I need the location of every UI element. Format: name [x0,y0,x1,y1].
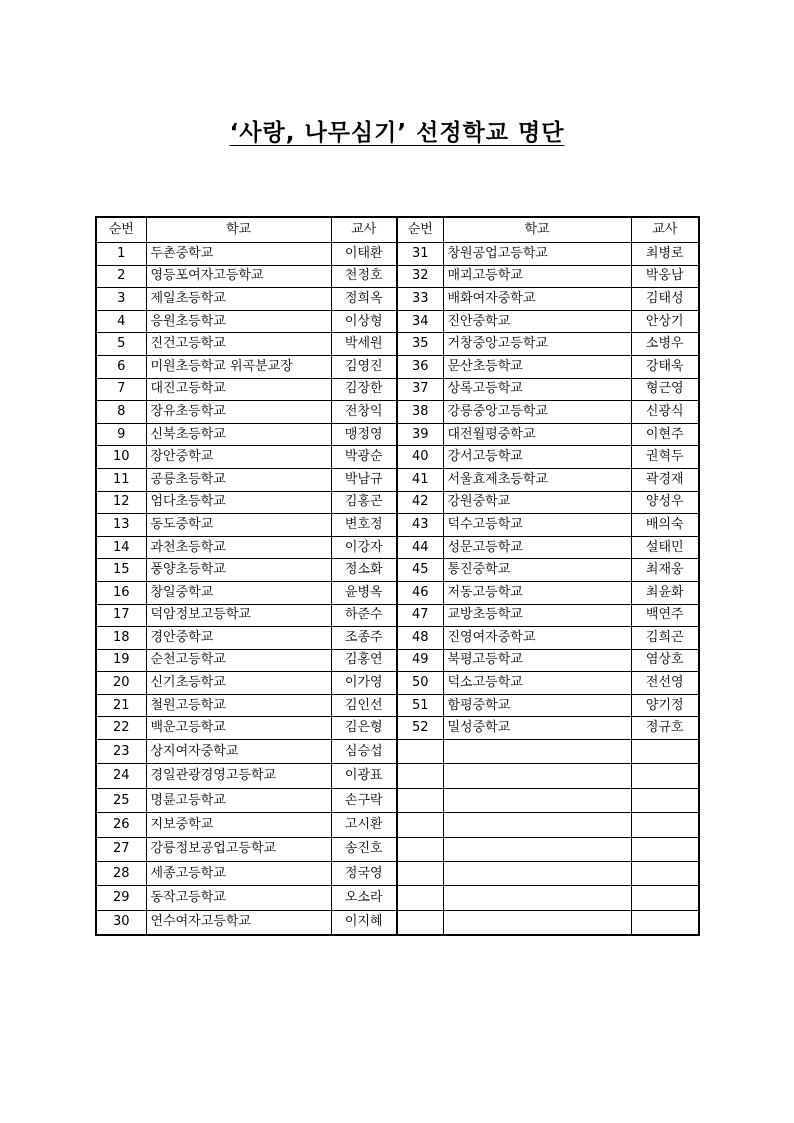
number-cell: 15 [96,559,146,582]
school-cell: 신기초등학교 [146,672,331,695]
number-cell: 7 [96,378,146,401]
number-cell [397,862,443,886]
school-cell: 진건고등학교 [146,333,331,356]
school-cell [443,837,631,861]
school-cell: 문산초등학교 [443,355,631,378]
school-cell: 세종고등학교 [146,862,331,886]
number-cell: 20 [96,672,146,695]
number-cell: 14 [96,536,146,559]
teacher-cell: 최윤화 [631,581,699,604]
number-cell: 24 [96,764,146,788]
school-cell: 경일관광경영고등학교 [146,764,331,788]
school-cell: 장안중학교 [146,446,331,469]
header-number-right: 순번 [397,217,443,243]
number-cell: 30 [96,910,146,935]
school-roster-table [95,216,700,936]
number-cell: 25 [96,788,146,812]
teacher-cell: 정규호 [631,717,699,740]
table-row [96,288,699,311]
school-cell: 응원초등학교 [146,310,331,333]
teacher-cell: 최병로 [631,243,699,266]
number-cell: 18 [96,627,146,650]
teacher-cell: 정국영 [331,862,397,886]
teacher-cell: 정희옥 [331,288,397,311]
school-cell: 풍양초등학교 [146,559,331,582]
teacher-cell: 김인선 [331,694,397,717]
school-cell: 과천초등학교 [146,536,331,559]
school-cell: 명륜고등학교 [146,788,331,812]
table-header-row [96,217,699,243]
school-cell [443,910,631,935]
school-cell: 강서고등학교 [443,446,631,469]
school-cell: 신북초등학교 [146,423,331,446]
teacher-cell: 고시환 [331,813,397,837]
teacher-cell: 강태욱 [631,355,699,378]
school-cell: 지보중학교 [146,813,331,837]
teacher-cell: 손구락 [331,788,397,812]
table-row [96,837,699,861]
school-cell: 서울효제초등학교 [443,468,631,491]
number-cell: 29 [96,886,146,910]
teacher-cell: 전선영 [631,672,699,695]
teacher-cell: 김장한 [331,378,397,401]
teacher-cell: 이현주 [631,423,699,446]
teacher-cell: 천정호 [331,265,397,288]
table-row [96,446,699,469]
teacher-cell [631,837,699,861]
header-school-right: 학교 [443,217,631,243]
number-cell: 11 [96,468,146,491]
school-cell: 미원초등학교 위곡분교장 [146,355,331,378]
number-cell: 26 [96,813,146,837]
teacher-cell: 양기정 [631,694,699,717]
table-row [96,401,699,424]
number-cell: 35 [397,333,443,356]
table-row [96,536,699,559]
teacher-cell [631,764,699,788]
school-cell [443,740,631,764]
number-cell: 34 [397,310,443,333]
teacher-cell: 김홍연 [331,649,397,672]
document-title [0,114,794,147]
header-number-left: 순번 [96,217,146,243]
school-cell: 철원고등학교 [146,694,331,717]
number-cell: 41 [397,468,443,491]
number-cell: 33 [397,288,443,311]
teacher-cell: 신광식 [631,401,699,424]
header-teacher-left: 교사 [331,217,397,243]
number-cell: 19 [96,649,146,672]
teacher-cell: 최재웅 [631,559,699,582]
table-row [96,423,699,446]
table-row [96,265,699,288]
teacher-cell: 설태민 [631,536,699,559]
number-cell: 32 [397,265,443,288]
teacher-cell [631,862,699,886]
table-row [96,243,699,266]
number-cell: 3 [96,288,146,311]
teacher-cell: 이광표 [331,764,397,788]
teacher-cell: 정소화 [331,559,397,582]
number-cell [397,910,443,935]
number-cell [397,788,443,812]
school-cell: 덕수고등학교 [443,514,631,537]
teacher-cell: 하준수 [331,604,397,627]
table-row [96,333,699,356]
table-row [96,468,699,491]
school-cell: 상록고등학교 [443,378,631,401]
number-cell [397,813,443,837]
school-cell: 매괴고등학교 [443,265,631,288]
table-row [96,886,699,910]
school-cell: 백운고등학교 [146,717,331,740]
number-cell: 48 [397,627,443,650]
number-cell: 31 [397,243,443,266]
school-cell: 덕소고등학교 [443,672,631,695]
table-body [96,243,699,936]
school-cell: 영등포여자고등학교 [146,265,331,288]
teacher-cell: 양성우 [631,491,699,514]
school-cell [443,788,631,812]
teacher-cell [631,788,699,812]
teacher-cell: 오소라 [331,886,397,910]
teacher-cell: 이가영 [331,672,397,695]
teacher-cell [631,910,699,935]
number-cell: 9 [96,423,146,446]
school-cell [443,886,631,910]
teacher-cell: 곽경재 [631,468,699,491]
number-cell: 1 [96,243,146,266]
teacher-cell: 김홍곤 [331,491,397,514]
teacher-cell: 조종주 [331,627,397,650]
teacher-cell: 송진호 [331,837,397,861]
number-cell: 8 [96,401,146,424]
number-cell: 39 [397,423,443,446]
school-cell: 밀성중학교 [443,717,631,740]
table-row [96,310,699,333]
number-cell: 47 [397,604,443,627]
school-cell: 대진고등학교 [146,378,331,401]
table-row [96,788,699,812]
table-row [96,491,699,514]
teacher-cell: 배의숙 [631,514,699,537]
school-cell [443,813,631,837]
teacher-cell: 권혁두 [631,446,699,469]
number-cell: 38 [397,401,443,424]
table-row [96,604,699,627]
table-row [96,559,699,582]
number-cell: 2 [96,265,146,288]
school-cell: 경안중학교 [146,627,331,650]
number-cell: 52 [397,717,443,740]
school-cell: 함평중학교 [443,694,631,717]
number-cell: 45 [397,559,443,582]
header-school-left: 학교 [146,217,331,243]
number-cell: 28 [96,862,146,886]
school-cell: 연수여자고등학교 [146,910,331,935]
number-cell: 12 [96,491,146,514]
teacher-cell: 윤병옥 [331,581,397,604]
teacher-cell: 김희곤 [631,627,699,650]
teacher-cell: 심승섭 [331,740,397,764]
table-row [96,694,699,717]
table-row [96,378,699,401]
teacher-cell: 박세원 [331,333,397,356]
school-cell [443,862,631,886]
school-cell: 통진중학교 [443,559,631,582]
document-title-text: ‘사랑, 나무심기’ 선정학교 명단 [229,120,565,146]
table-row [96,649,699,672]
teacher-cell: 백연주 [631,604,699,627]
number-cell [397,837,443,861]
school-cell: 배화여자중학교 [443,288,631,311]
teacher-cell: 이상형 [331,310,397,333]
number-cell [397,740,443,764]
number-cell: 5 [96,333,146,356]
header-teacher-right: 교사 [631,217,699,243]
school-cell [443,764,631,788]
number-cell: 43 [397,514,443,537]
table-row [96,627,699,650]
table-row [96,514,699,537]
teacher-cell [631,886,699,910]
number-cell: 21 [96,694,146,717]
table-row [96,355,699,378]
number-cell: 10 [96,446,146,469]
number-cell [397,764,443,788]
number-cell: 13 [96,514,146,537]
school-cell: 장유초등학교 [146,401,331,424]
school-cell: 북평고등학교 [443,649,631,672]
table-row [96,910,699,935]
teacher-cell: 이강자 [331,536,397,559]
school-cell: 성문고등학교 [443,536,631,559]
teacher-cell: 소병우 [631,333,699,356]
school-cell: 상지여자중학교 [146,740,331,764]
number-cell: 16 [96,581,146,604]
number-cell: 37 [397,378,443,401]
number-cell: 22 [96,717,146,740]
school-cell: 강릉중앙고등학교 [443,401,631,424]
school-cell: 대전월평중학교 [443,423,631,446]
school-cell: 두촌중학교 [146,243,331,266]
teacher-cell: 김태성 [631,288,699,311]
teacher-cell: 박남규 [331,468,397,491]
number-cell: 23 [96,740,146,764]
number-cell: 46 [397,581,443,604]
number-cell: 42 [397,491,443,514]
table-row [96,581,699,604]
school-cell: 공릉초등학교 [146,468,331,491]
teacher-cell: 박웅남 [631,265,699,288]
school-cell: 덕암정보고등학교 [146,604,331,627]
teacher-cell: 김영진 [331,355,397,378]
teacher-cell: 이태환 [331,243,397,266]
number-cell: 40 [397,446,443,469]
table-row [96,764,699,788]
number-cell: 27 [96,837,146,861]
teacher-cell: 변호정 [331,514,397,537]
number-cell [397,886,443,910]
school-cell: 창일중학교 [146,581,331,604]
number-cell: 50 [397,672,443,695]
school-cell: 강원중학교 [443,491,631,514]
school-cell: 교방초등학교 [443,604,631,627]
school-cell: 강릉정보공업고등학교 [146,837,331,861]
school-cell: 동작고등학교 [146,886,331,910]
teacher-cell: 형근영 [631,378,699,401]
table-row [96,717,699,740]
school-cell: 저동고등학교 [443,581,631,604]
teacher-cell: 맹정영 [331,423,397,446]
number-cell: 17 [96,604,146,627]
school-cell: 동도중학교 [146,514,331,537]
teacher-cell: 전창익 [331,401,397,424]
number-cell: 6 [96,355,146,378]
school-cell: 진영여자중학교 [443,627,631,650]
number-cell: 4 [96,310,146,333]
school-cell: 엄다초등학교 [146,491,331,514]
teacher-cell [631,740,699,764]
teacher-cell: 박광순 [331,446,397,469]
table-row [96,862,699,886]
school-cell: 창원공업고등학교 [443,243,631,266]
teacher-cell: 안상기 [631,310,699,333]
number-cell: 36 [397,355,443,378]
number-cell: 44 [397,536,443,559]
school-cell: 제일초등학교 [146,288,331,311]
school-cell: 순천고등학교 [146,649,331,672]
school-cell: 거창중앙고등학교 [443,333,631,356]
table-row [96,740,699,764]
table-row [96,672,699,695]
table-row [96,813,699,837]
school-cell: 진안중학교 [443,310,631,333]
teacher-cell: 이지혜 [331,910,397,935]
number-cell: 49 [397,649,443,672]
teacher-cell: 염상호 [631,649,699,672]
number-cell: 51 [397,694,443,717]
teacher-cell: 김은형 [331,717,397,740]
teacher-cell [631,813,699,837]
